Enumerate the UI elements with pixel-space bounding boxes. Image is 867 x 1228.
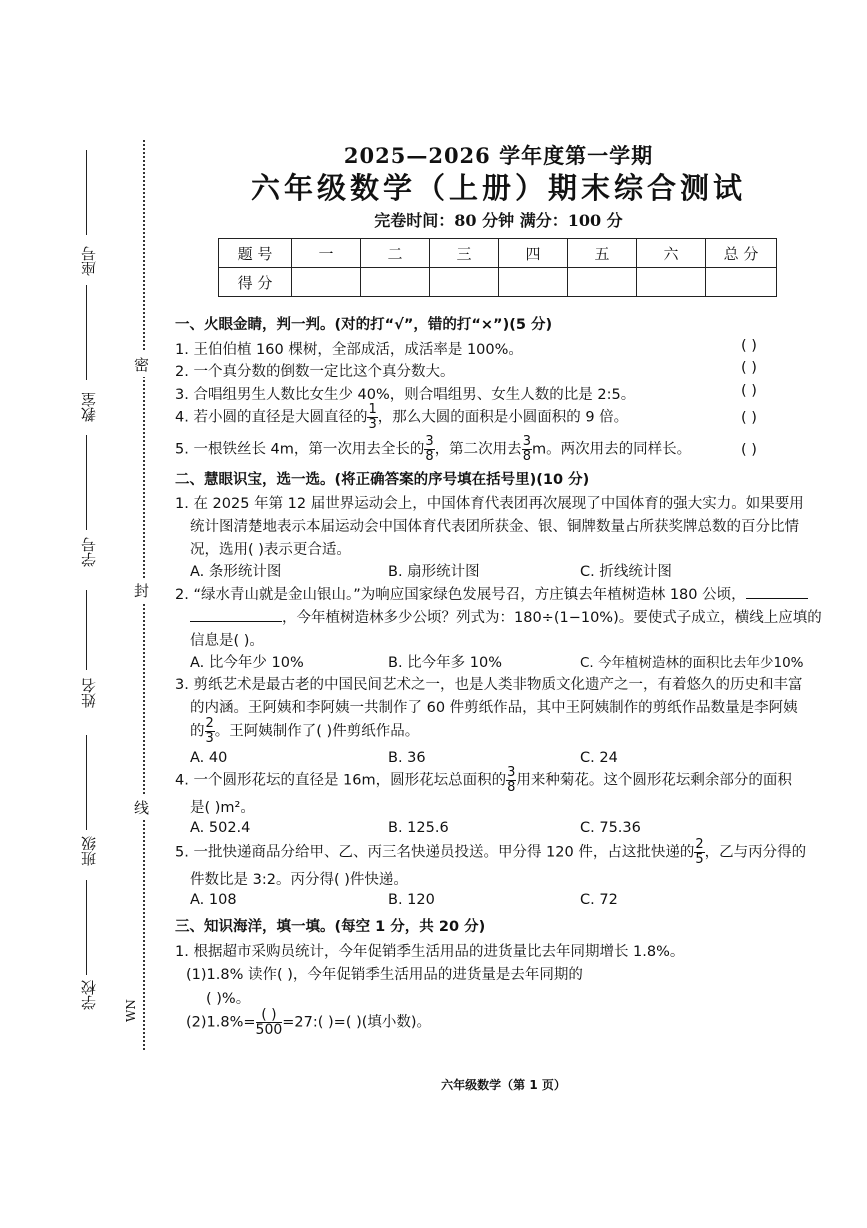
fraction: $\frac{3}{8}$ xyxy=(425,434,434,464)
section2-heading: 二、慧眼识宝，选一选。(将正确答案的序号填在括号里)(10 分) xyxy=(175,472,590,488)
s2-q5-line1 xyxy=(175,838,806,867)
s2-q2-text: 2. “绿水青山就是金山银山。”为响应国家绿色发展号召，方庄镇去年植树造林 180 公顷， xyxy=(175,587,746,603)
s3-q1-2 xyxy=(186,1008,431,1037)
s3-q1-1b: ( )%。 xyxy=(206,991,251,1007)
s2-q1-option-c[interactable]: C. 折线统计图 xyxy=(580,564,672,580)
s2-q5-text-b: ，乙与丙分得的 xyxy=(704,844,807,861)
fraction: $\frac{3}{8}$ xyxy=(507,765,516,795)
fill-blank[interactable] xyxy=(190,621,282,622)
school-line xyxy=(86,880,87,975)
s2-q4-line1 xyxy=(175,766,792,795)
section3-heading: 三、知识海洋，填一填。(每空 1 分，共 20 分) xyxy=(175,919,486,935)
s2-q1-line1: 1. 在 2025 年第 12 届世界运动会上，中国体育代表团再次展现了中国体育的强大实力。如果要用 xyxy=(175,496,804,512)
s2-q5-option-a[interactable]: A. 108 xyxy=(190,892,237,908)
s2-q4-text-a: 4. 一个圆形花坛的直径是 16m，圆形花坛总面积的 xyxy=(175,772,507,789)
s1-q5-answer[interactable]: ( ) xyxy=(741,442,757,458)
name-label: 姓名 xyxy=(80,678,98,708)
s2-q2-option-a[interactable]: A. 比今年少 10% xyxy=(190,655,304,671)
s1-q4 xyxy=(175,403,628,432)
s3-q1-2-text-a: (2)1.8%= xyxy=(186,1014,256,1031)
s1-q1-answer[interactable]: ( ) xyxy=(741,338,757,354)
seal-char-feng: 封 xyxy=(134,578,149,603)
s2-q5-option-c[interactable]: C. 72 xyxy=(580,892,618,908)
s1-q5-text-c: m。两次用去的同样长。 xyxy=(531,441,692,458)
s2-q2-option-b[interactable]: B. 比今年多 10% xyxy=(388,655,503,671)
section1-heading: 一、火眼金睛，判一判。(对的打“√”，错的打“×”)(5 分) xyxy=(175,317,553,333)
score-cell[interactable] xyxy=(292,268,361,297)
s1-q3-answer[interactable]: ( ) xyxy=(741,383,757,399)
score-cell[interactable] xyxy=(361,268,430,297)
s2-q3-line1: 3. 剪纸艺术是最古老的中国民间艺术之一，也是人类非物质文化遗产之一，有着悠久的历史和丰富 xyxy=(175,677,803,693)
s1-q2-answer[interactable]: ( ) xyxy=(741,360,757,376)
s2-q4-option-b[interactable]: B. 125.6 xyxy=(388,820,449,836)
s2-q2-text: ，今年植树造林多少公顷？列式为：180÷(1−10%)。要使式子成立，横线上应填的 xyxy=(282,610,822,626)
score-row-label: 题 号 xyxy=(219,239,292,268)
fraction: $\frac{1}{3}$ xyxy=(368,402,377,432)
s3-q1: 1. 根据超市采购员统计，今年促销季生活用品的进货量比去年同期增长 1.8%。 xyxy=(175,944,685,960)
score-col-6: 六 xyxy=(637,239,706,268)
s2-q1-option-b[interactable]: B. 扇形统计图 xyxy=(388,564,480,580)
s2-q5-option-b[interactable]: B. 120 xyxy=(388,892,435,908)
fraction: $\frac{2}{5}$ xyxy=(695,837,704,867)
page-footer: 六年级数学（第 1 页） xyxy=(441,1078,566,1092)
score-cell[interactable] xyxy=(430,268,499,297)
s2-q1-line3: 况，选用( )表示更合适。 xyxy=(190,542,351,558)
s1-q5-text-b: ，第二次用去 xyxy=(434,441,522,458)
s1-q5 xyxy=(175,435,691,464)
score-cell[interactable] xyxy=(706,268,777,297)
fill-blank[interactable] xyxy=(746,598,808,599)
s2-q3-option-b[interactable]: B. 36 xyxy=(388,750,426,766)
score-col-1: 一 xyxy=(292,239,361,268)
seat-label: 座号 xyxy=(80,246,98,276)
s2-q3-text-a: 的 xyxy=(190,723,205,740)
s1-q5-text-a: 5. 一根铁丝长 4m，第一次用去全长的 xyxy=(175,441,425,458)
class-label: 班级 xyxy=(80,836,98,866)
year-heading: 2025—2026 学年度第一学期 xyxy=(343,143,654,168)
s3-q1-1: (1)1.8% 读作( )，今年促销季生活用品的进货量是去年同期的 xyxy=(186,967,583,983)
s2-q3-option-a[interactable]: A. 40 xyxy=(190,750,228,766)
s1-q4-answer[interactable]: ( ) xyxy=(741,410,757,426)
fraction: $\frac{3}{8}$ xyxy=(522,434,531,464)
s2-q5-text-a: 5. 一批快递商品分给甲、乙、丙三名快递员投送。甲分得 120 件，占这批快递的 xyxy=(175,844,695,861)
score-col-total: 总 分 xyxy=(706,239,777,268)
s2-q4-option-a[interactable]: A. 502.4 xyxy=(190,820,251,836)
s1-q1: 1. 王伯伯植 160 棵树，全部成活，成活率是 100%。 xyxy=(175,342,523,358)
score-table xyxy=(218,238,777,297)
score-cell[interactable] xyxy=(568,268,637,297)
s2-q4-text-b: 用来种菊花。这个圆形花坛剩余部分的面积 xyxy=(516,772,792,789)
score-col-4: 四 xyxy=(499,239,568,268)
s2-q3-line3 xyxy=(190,717,419,746)
s2-q2-option-c[interactable]: C. 今年植树造林的面积比去年少10% xyxy=(580,655,804,671)
s1-q2: 2. 一个真分数的倒数一定比这个真分数大。 xyxy=(175,364,455,380)
s2-q5-line2: 件数比是 3:2。丙分得( )件快递。 xyxy=(190,872,408,888)
score-col-3: 三 xyxy=(430,239,499,268)
seal-char-xian: 线 xyxy=(134,795,149,820)
s2-q1-option-a[interactable]: A. 条形统计图 xyxy=(190,564,282,580)
wn-mark: WN xyxy=(124,999,138,1022)
score-col-5: 五 xyxy=(568,239,637,268)
page-title: 六年级数学（上册）期末综合测试 xyxy=(250,171,746,205)
seal-char-mi: 密 xyxy=(134,352,149,377)
score-cell[interactable] xyxy=(637,268,706,297)
s2-q1-line2: 统计图清楚地表示本届运动会中国体育代表团所获金、银、铜牌数量占所获奖牌总数的百分比情 xyxy=(190,519,799,535)
score-col-2: 二 xyxy=(361,239,430,268)
fraction[interactable]: $\frac{( )}{500}$ xyxy=(255,1007,283,1038)
s1-q3: 3. 合唱组男生人数比女生少 40%，则合唱组男、女生人数的比是 2:5。 xyxy=(175,387,636,403)
s3-q1-2-text-b: =27:( )=( )(填小数)。 xyxy=(282,1014,432,1031)
s2-q3-text-b: 。王阿姨制作了( )件剪纸作品。 xyxy=(214,723,420,740)
s2-q2-line1 xyxy=(175,583,808,604)
room-line xyxy=(86,285,87,380)
score-cell[interactable] xyxy=(499,268,568,297)
fraction: $\frac{2}{3}$ xyxy=(205,716,214,746)
room-label: 教室 xyxy=(80,392,98,422)
s2-q3-option-c[interactable]: C. 24 xyxy=(580,750,618,766)
s2-q3-line2: 的内涵。王阿姨和李阿姨一共制作了 60 件剪纸作品，其中王阿姨制作的剪纸作品数量是李阿姨 xyxy=(190,700,798,716)
s2-q2-line2 xyxy=(190,606,822,627)
school-label: 学校 xyxy=(80,980,98,1010)
s2-q4-line2: 是( )m²。 xyxy=(190,800,255,816)
name-line xyxy=(86,590,87,670)
student-no-line xyxy=(86,435,87,530)
s2-q4-option-c[interactable]: C. 75.36 xyxy=(580,820,641,836)
score-row-label: 得 分 xyxy=(219,268,292,297)
s1-q4-text-a: 4. 若小圆的直径是大圆直径的 xyxy=(175,409,368,426)
class-line xyxy=(86,735,87,830)
s1-q4-text-b: ，那么大圆的面积是小圆面积的 9 倍。 xyxy=(377,409,629,426)
student-no-label: 学号 xyxy=(80,537,98,567)
time-info: 完卷时间：80 分钟 满分：100 分 xyxy=(374,211,623,230)
s2-q2-line3: 信息是( )。 xyxy=(190,633,264,649)
